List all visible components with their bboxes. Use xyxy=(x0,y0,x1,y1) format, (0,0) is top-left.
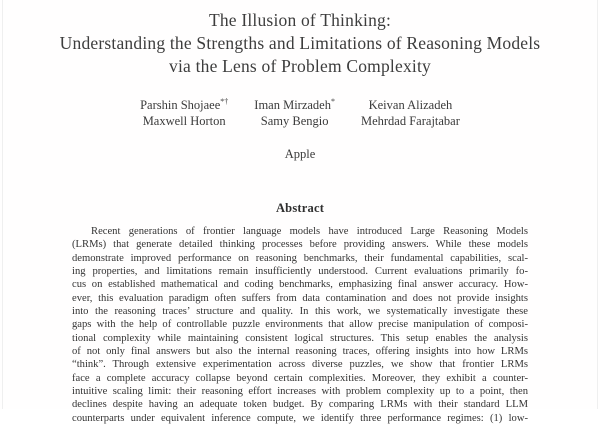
author-name: Mehrdad Farajtabar xyxy=(360,113,460,128)
abstract-line: ing properties, and limitations remain insufficiently understood. Current evaluations primarily fo- xyxy=(72,266,528,278)
abstract-text xyxy=(72,225,528,425)
abstract-line: declines despite having an adequate token budget. By comparing LRMs with their standard LLM xyxy=(72,399,528,411)
page-edge-right xyxy=(597,0,598,409)
affiliation-label: Apple xyxy=(284,147,316,161)
abstract-line: tional complexity while maintaining consistent logical structures. This setup enables the analysis xyxy=(72,332,528,344)
author-name: Samy Bengio xyxy=(260,113,329,128)
abstract-line: (LRMs) that generate detailed thinking processes before providing answers. While these models xyxy=(72,239,528,251)
author-name: Iman Mirzadeh* xyxy=(254,96,335,112)
abstract-heading: Abstract xyxy=(275,201,325,215)
author-name: Maxwell Horton xyxy=(142,113,226,128)
abstract-line: into the reasoning traces’ structure and quality. In this work, we systematically investigate these xyxy=(72,306,528,318)
abstract-line: Recent generations of frontier language models have introduced Large Reasoning Models xyxy=(91,226,528,237)
abstract-line: intuitive scaling limit: their reasoning effort increases with problem complexity up to a point, then xyxy=(72,386,528,398)
abstract-line: demonstrate improved performance on reasoning benchmarks, their fundamental capabilities, scal- xyxy=(72,252,528,264)
title-line: via the Lens of Problem Complexity xyxy=(169,56,431,76)
abstract-line: ever, this evaluation paradigm often suffers from data contamination and does not provide insights xyxy=(72,292,528,304)
abstract-section xyxy=(0,201,600,425)
abstract-line: of not only final answers but also the internal reasoning traces, offering insights into how LRMs xyxy=(72,346,528,358)
abstract-line: gaps with the help of controllable puzzle environments that allow precise manipulation of composi- xyxy=(72,319,528,331)
page-edge-left xyxy=(2,0,3,409)
abstract-line: cus on established mathematical and coding benchmarks, emphasizing final answer accuracy. How- xyxy=(72,279,528,291)
author-block xyxy=(0,98,600,128)
title-line: Understanding the Strengths and Limitations of Reasoning Models xyxy=(59,33,541,53)
title-line: The Illusion of Thinking: xyxy=(208,10,392,30)
author-name: Keivan Alizadeh xyxy=(368,98,453,112)
paper-title xyxy=(0,0,600,78)
abstract-line: counterparts under equivalent inference compute, we identify three performance regimes: (1) low- xyxy=(72,412,528,424)
author-affiliation-mark: *† xyxy=(220,96,229,106)
abstract-line: “think”. Through extensive experimentation across diverse puzzles, we show that frontier LRMs xyxy=(72,359,528,371)
abstract-line: face a complete accuracy collapse beyond certain complexities. Moreover, they exhibit a counter- xyxy=(72,372,528,384)
author-name: Parshin Shojaee*† xyxy=(140,96,229,112)
author-affiliation-mark: * xyxy=(330,96,335,106)
